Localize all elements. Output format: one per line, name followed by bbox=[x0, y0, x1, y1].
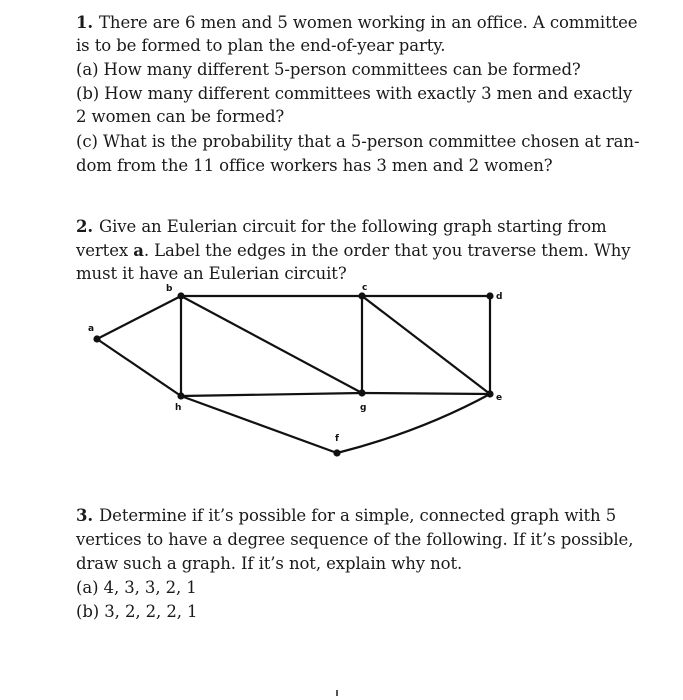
q2-vertex-a: a bbox=[133, 241, 144, 260]
vertex-g bbox=[358, 389, 365, 396]
page-footer-mark bbox=[336, 690, 338, 696]
q3-line-2: vertices to have a degree sequence of the following. If it’s possible, bbox=[76, 530, 634, 549]
q3-line-1 bbox=[76, 505, 616, 527]
q3-line-3: draw such a graph. If it’s not, explain why not. bbox=[76, 554, 463, 573]
label-d: d bbox=[496, 292, 503, 302]
label-a: a bbox=[88, 324, 95, 334]
label-h: h bbox=[175, 403, 182, 413]
q2-number: 2. bbox=[76, 217, 94, 236]
graph-vertices bbox=[93, 292, 493, 456]
q2-text-2-post: . Label the edges in the order that you traverse them. Why bbox=[143, 241, 631, 260]
edge-h-g bbox=[181, 393, 362, 396]
q1-part-c-line-1: (c) What is the probability that a 5-person committee chosen at ran- bbox=[76, 132, 640, 151]
edge-b-g bbox=[181, 296, 362, 393]
label-f: f bbox=[335, 434, 339, 444]
graph-labels bbox=[88, 283, 502, 444]
vertex-f bbox=[333, 449, 340, 456]
q1-text-1: There are 6 men and 5 women working in an office. A committee bbox=[99, 13, 638, 32]
vertex-c bbox=[358, 292, 365, 299]
graph-edges bbox=[97, 296, 490, 453]
edge-c-e bbox=[362, 296, 490, 394]
q2-text-1: Give an Eulerian circuit for the following graph starting from bbox=[99, 217, 607, 236]
q3-part-a: (a) 4, 3, 3, 2, 1 bbox=[76, 578, 197, 597]
edge-h-f bbox=[181, 396, 337, 453]
label-c: c bbox=[362, 283, 368, 293]
q1-part-b-line-1: (b) How many different committees with exactly 3 men and exactly bbox=[76, 84, 633, 103]
vertex-b bbox=[177, 292, 184, 299]
q2-line-3: must it have an Eulerian circuit? bbox=[76, 264, 347, 283]
q1-line-2: is to be formed to plan the end-of-year party. bbox=[76, 36, 446, 55]
label-b: b bbox=[166, 284, 173, 294]
label-e: e bbox=[496, 393, 503, 403]
q1-part-a: (a) How many different 5-person committees can be formed? bbox=[76, 60, 581, 79]
q1-part-b-line-2: 2 women can be formed? bbox=[76, 107, 285, 126]
q2-text-2-pre: vertex bbox=[76, 241, 134, 260]
edge-g-e bbox=[362, 393, 490, 394]
edge-a-b bbox=[97, 296, 181, 339]
q3-part-b: (b) 3, 2, 2, 2, 1 bbox=[76, 602, 198, 621]
q3-text-1: Determine if it’s possible for a simple, connected graph with 5 bbox=[99, 506, 617, 525]
q3-number: 3. bbox=[76, 506, 94, 525]
q1-number: 1. bbox=[76, 13, 94, 32]
edge-a-h bbox=[97, 339, 181, 396]
q1-part-c-line-2: dom from the 11 office workers has 3 men and 2 women? bbox=[76, 156, 553, 175]
vertex-h bbox=[177, 392, 184, 399]
vertex-d bbox=[486, 292, 493, 299]
label-g: g bbox=[360, 403, 367, 413]
vertex-e bbox=[486, 390, 493, 397]
vertex-a bbox=[93, 335, 100, 342]
